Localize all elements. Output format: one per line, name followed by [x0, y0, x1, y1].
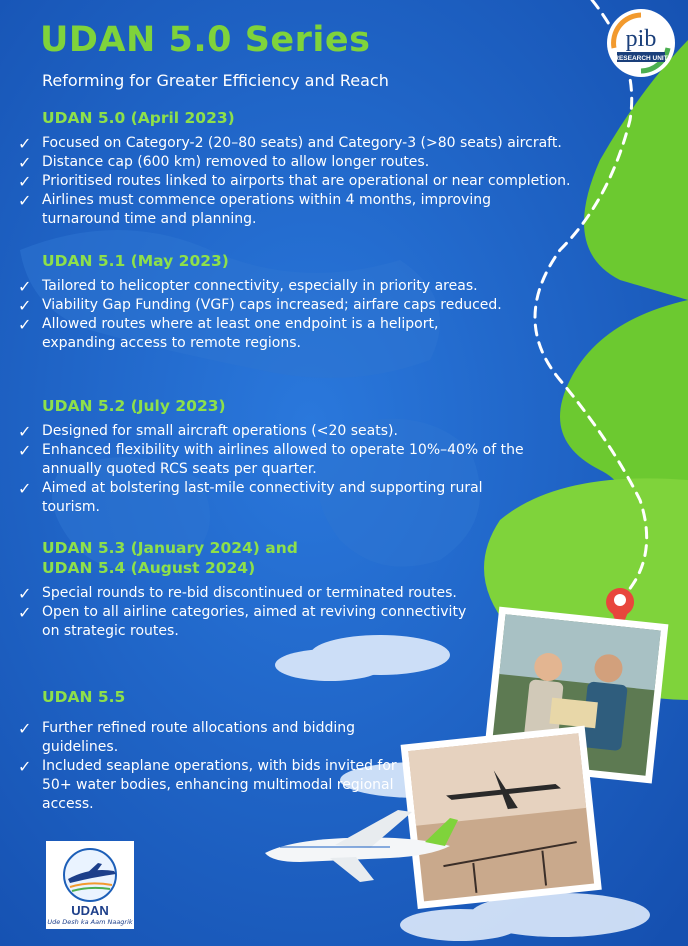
list-item: ✓ Tailored to helicopter connectivity, especially in priority areas.: [18, 277, 478, 296]
check-icon: ✓: [18, 315, 32, 334]
list-item: ✓ Special rounds to re-bid discontinued or terminated routes.: [18, 584, 457, 603]
udan-logo-tagline: Ude Desh ka Aam Naagrik: [47, 918, 133, 926]
page-title: UDAN 5.0 Series: [40, 20, 371, 60]
check-icon: ✓: [18, 172, 32, 191]
section-udan-5-3-5-4: [16, 538, 576, 641]
section-title: UDAN 5.0 (April 2023): [42, 109, 235, 127]
svg-text:pib: pib: [625, 26, 657, 52]
list-item: ✓ Open to all airline categories, aimed at reviving connectivity on strategic routes.: [18, 603, 467, 639]
list-item: ✓ Allowed routes where at least one endpoint is a heliport, expanding access to remote regions.: [18, 315, 439, 351]
section-udan-5-1: [16, 251, 576, 353]
list-item: ✓ Viability Gap Funding (VGF) caps increased; airfare caps reduced.: [18, 296, 502, 315]
section-title: UDAN 5.5: [42, 688, 126, 706]
check-icon: ✓: [18, 277, 32, 296]
list-item: ✓ Further refined route allocations and bidding guidelines.: [18, 719, 355, 755]
list-item: ✓ Airlines must commence operations within 4 months, improving turnaround time and planning.: [18, 191, 491, 227]
check-icon: ✓: [18, 479, 32, 498]
check-icon: ✓: [18, 584, 32, 603]
list-item: ✓ Aimed at bolstering last-mile connectivity and supporting rural tourism.: [18, 479, 483, 515]
check-icon: ✓: [18, 441, 32, 460]
check-icon: ✓: [18, 422, 32, 441]
list-item: ✓ Designed for small aircraft operations (<20 seats).: [18, 422, 398, 441]
list-item: ✓ Prioritised routes linked to airports that are operational or near completion.: [18, 172, 571, 191]
bullet-list: [16, 719, 576, 814]
check-icon: ✓: [18, 757, 32, 776]
check-icon: ✓: [18, 134, 32, 153]
udan-logo-icon: [46, 841, 134, 919]
pib-logo-text: RESEARCH UNIT: [614, 55, 668, 62]
pib-research-unit-logo-icon: [606, 8, 676, 78]
udan-logo-name: UDAN: [71, 903, 109, 918]
check-icon: ✓: [18, 153, 32, 172]
section-title-line1: UDAN 5.3 (January 2024) and: [42, 539, 298, 557]
list-item: ✓ Enhanced flexibility with airlines allowed to operate 10%–40% of the annually quoted RCS seats per quarter.: [18, 441, 524, 477]
section-title: [42, 538, 576, 578]
bullet-list: [16, 277, 576, 353]
check-icon: ✓: [18, 603, 32, 622]
check-icon: ✓: [18, 296, 32, 315]
section-udan-5-5: [16, 687, 576, 814]
section-udan-5-0: [16, 108, 576, 229]
section-title: UDAN 5.1 (May 2023): [42, 252, 229, 270]
udan-logo: [46, 841, 134, 929]
page-subtitle: Reforming for Greater Efficiency and Reach: [42, 71, 389, 90]
bullet-list: [16, 134, 576, 229]
section-title-line2: UDAN 5.4 (August 2024): [42, 559, 256, 577]
check-icon: ✓: [18, 191, 32, 210]
section-udan-5-2: [16, 396, 576, 517]
list-item: ✓ Focused on Category-2 (20–80 seats) and Category-3 (>80 seats) aircraft.: [18, 134, 562, 153]
section-title: UDAN 5.2 (July 2023): [42, 397, 226, 415]
bullet-list: [16, 422, 576, 517]
check-icon: ✓: [18, 719, 32, 738]
bullet-list: [16, 584, 576, 641]
list-item: ✓ Included seaplane operations, with bids invited for 50+ water bodies, enhancing multimodal regional access.: [18, 757, 397, 812]
list-item: ✓ Distance cap (600 km) removed to allow longer routes.: [18, 153, 430, 172]
